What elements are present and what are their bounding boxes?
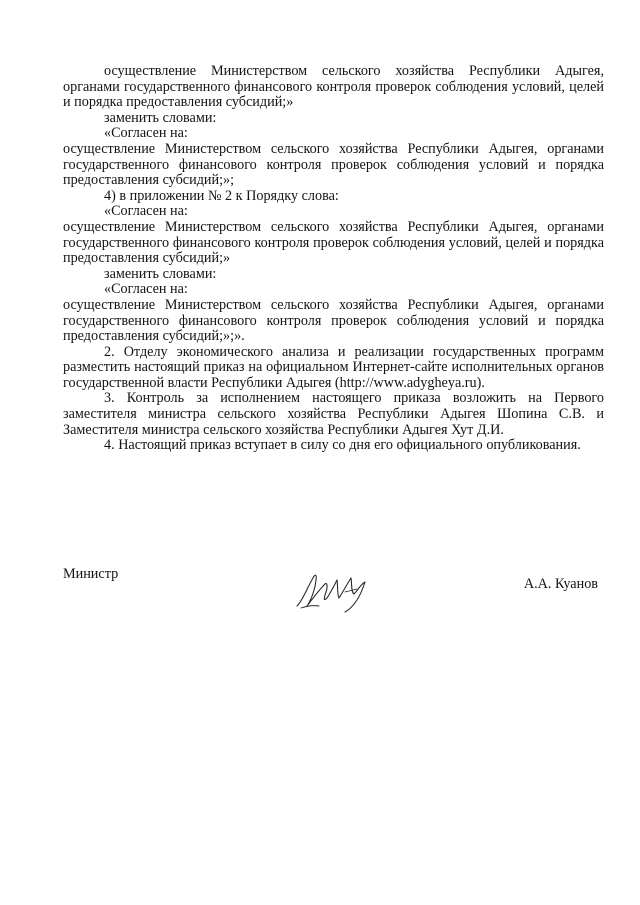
signer-name: А.А. Куанов <box>523 576 598 592</box>
paragraph-13: 4. Настоящий приказ вступает в силу со дня его официального опубликования. <box>104 437 581 454</box>
paragraph-7: осуществление Министерством сельского хозяйства Республики Адыгея, органами государственного финансового контроля проверок соблюдения условий, целей и порядка предоставления субсидий;» <box>63 218 604 267</box>
paragraph-5: 4) в приложении № 2 к Порядку слова: <box>104 187 339 204</box>
paragraph-11: 2. Отделу экономического анализа и реализации государственных программ разместить настоящий приказ на официальном Интернет-сайте исполнительных органов государственной власти Республики Адыгея (http://www.adygheya.ru). <box>63 343 604 391</box>
paragraph-1: осуществление Министерством сельского хозяйства Республики Адыгея, органами государственного финансового контроля проверок соблюдения условий, целей и порядка предоставления субсидий;» <box>63 63 604 111</box>
signer-position: Министр <box>63 566 119 582</box>
paragraph-4: осуществление Министерством сельского хозяйства Республики Адыгея, органами государственного финансового контроля проверок соблюдения условий и порядка предоставления субсидий;»; <box>63 140 604 189</box>
handwritten-signature <box>291 562 379 618</box>
paragraph-8: заменить словами: <box>104 265 217 282</box>
paragraph-9: «Согласен на: <box>104 281 188 298</box>
order-text <box>63 64 604 454</box>
paragraph-6: «Согласен на: <box>104 203 188 220</box>
paragraph-12: 3. Контроль за исполнением настоящего приказа возложить на Первого заместителя министра сельского хозяйства Республики Адыгея Шопина С.В. и Заместителя министра сельского хозяйства Республики Адыгея Хут Д.И. <box>63 390 604 438</box>
signature-block <box>63 566 604 626</box>
paragraph-2: заменить словами: <box>104 109 217 126</box>
paragraph-10: осуществление Министерством сельского хозяйства Республики Адыгея, органами государственного финансового контроля проверок соблюдения условий и порядка предоставления субсидий;»;». <box>63 296 604 345</box>
paragraph-3: «Согласен на: <box>104 125 188 142</box>
